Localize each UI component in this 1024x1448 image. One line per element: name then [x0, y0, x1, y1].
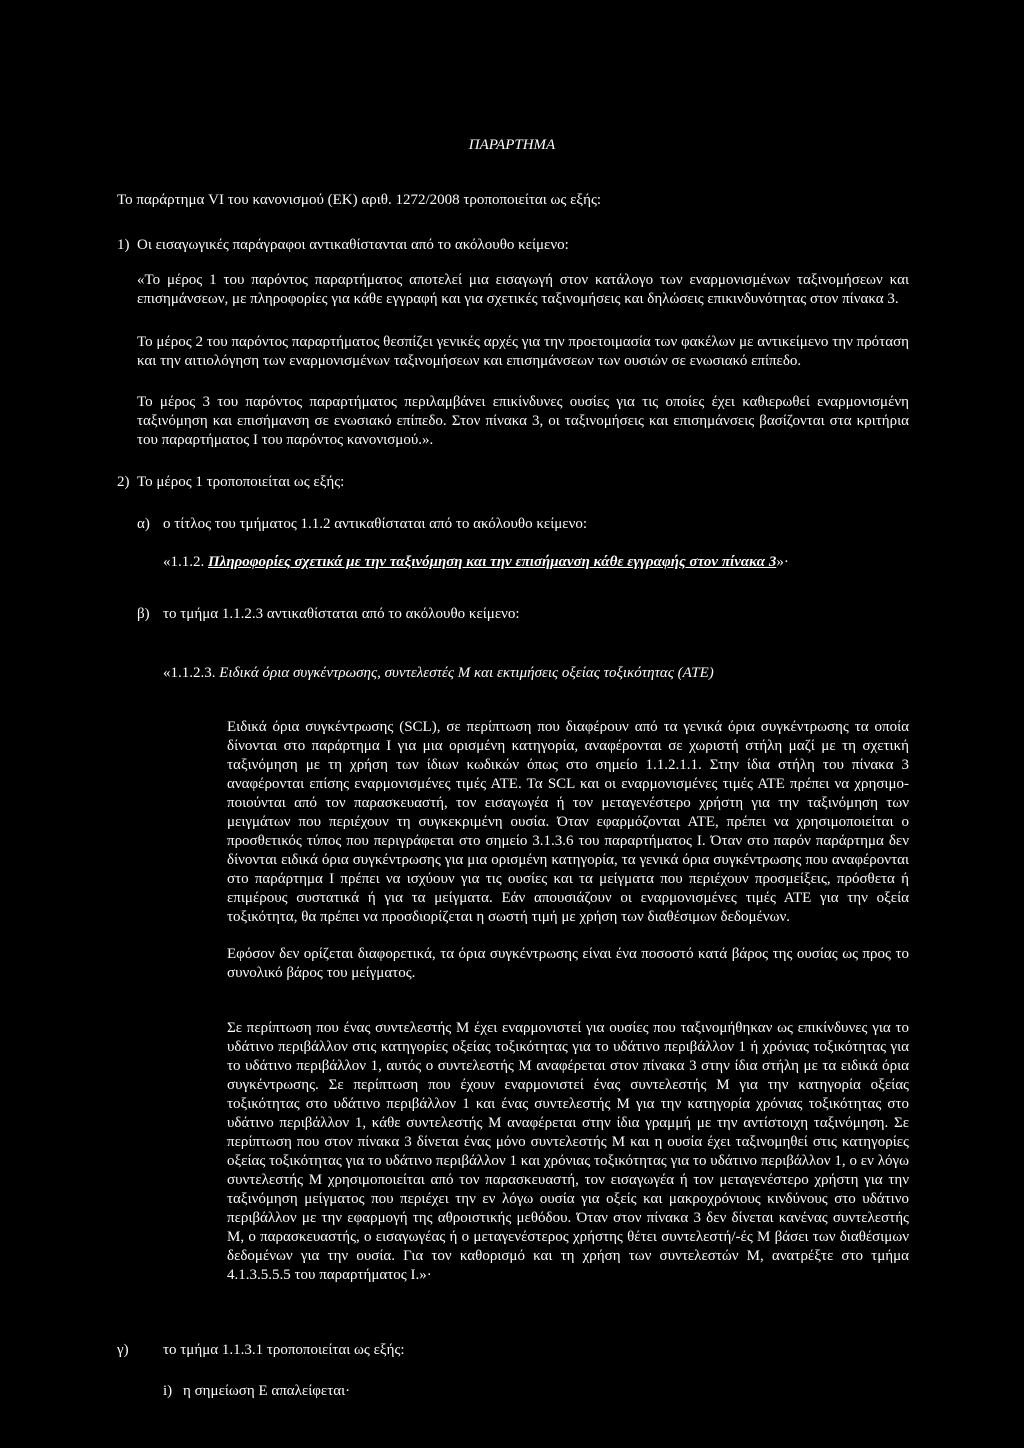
- sub-c-label: γ): [117, 1342, 129, 1358]
- sub-i-label: i): [163, 1383, 173, 1399]
- body-paragraph-2: Εφόσον δεν ορίζεται διαφορετικά, τα όρια συγκέντρωσης είναι ένα ποσοστό κατά βάρος της ουσίας ως προς το συνολικό βάρος του μείγματος.: [227, 946, 909, 981]
- body-paragraph-3: Σε περίπτωση που ένας συντελεστής Μ έχει εναρμονιστεί για ουσίες που ταξινομήθηκαν ως επικίνδυνες για το υδάτινο περιβάλλον στις κατηγορίες οξείας τοξικότητας για το υδάτινο περιβάλλον 1 ή χρόνιας τοξικότητας για το υδάτινο περιβάλλον 1, αυτός ο συντελεστής Μ αναφέρεται στον πίνακα 3 στην ίδια στήλη με τα ειδικά όρια συγκέντρωσης. Σε περίπτωση που έχουν εναρμονιστεί ένας συντελεστής Μ για την κατηγορία οξείας τοξικότητας στο υδάτινο περιβάλλον 1 και ένας συντελεστής Μ για την κατηγορία χρόνιας τοξικότητας στο υδάτινο περιβάλλον 1, κάθε συντελεστής Μ αναφέρεται στην ίδια γραμμή με την αντίστοιχη ταξινόμηση. Σε περίπτωση που στον πίνακα 3 δίνεται ένας μόνο συντελεστής Μ και η ουσία έχει ταξινομηθεί στις κατηγορίες οξείας τοξικότητας για το υδάτινο περιβάλλον 1 και χρόνιας τοξικότητας για το υδάτινο περιβάλλον 1, ο εν λόγω συντελεστής Μ χρησιμοποιείται από τον παρασκευαστή, τον εισαγωγέα ή τον μεταγενέστερο χρήστη για την ταξινόμηση μείγματος που περιέχει την εν λόγω ουσία για οξείς και μακροχρόνιους κινδύνους στο υδάτινο περιβάλλον με την εφαρμογή της αθροιστικής μεθόδου. Όταν στον πίνακα 3 δεν δίνεται κανένας συντελεστής Μ, ο παρασκευαστής, ο εισαγωγέας ή ο μεταγενέστερος χρήστης θέτει συντελεστή/-ές Μ βάσει των διαθέσιμων δεδομένων για την ουσία. Για τον καθορισμό και τη χρήση των συντελεστών Μ, ανατρέξτε στο τμήμα 4.1.3.5.5.5 του παραρτήματος I.»·: [227, 1020, 909, 1283]
- intro-text: Το παράρτημα VI του κανονισμού (ΕΚ) αριθ. 1272/2008 τροποποιείται ως εξής:: [117, 192, 602, 208]
- sub-a-quote-prefix: «1.1.2.: [163, 554, 205, 570]
- sub-a-text: ο τίτλος του τμήματος 1.1.2 αντικαθίσταται από το ακόλουθο κείμενο:: [163, 516, 588, 532]
- sub-b-quote-title: Ειδικά όρια συγκέντρωσης, συντελεστές Μ και εκτιμήσεις οξείας τοξικότητας (ΑΤΕ): [219, 665, 714, 681]
- item-1-text: Οι εισαγωγικές παράγραφοι αντικαθίστανται από το ακόλουθο κείμενο:: [137, 237, 569, 253]
- item-2-text: Το μέρος 1 τροποποιείται ως εξής:: [137, 474, 345, 490]
- sub-b-quote: [163, 664, 923, 683]
- sub-b-text: το τμήμα 1.1.2.3 αντικαθίσταται από το ακόλουθο κείμενο:: [163, 606, 520, 622]
- sub-a-quote-suffix: »·: [776, 554, 789, 570]
- sub-b-label: β): [137, 606, 150, 622]
- quote-paragraph-2: Το μέρος 2 του παρόντος παραρτήματος θεσπίζει γενικές αρχές για την προετοιμασία των φακέλων με αντικείμενο την πρόταση και την αιτιολόγηση των εναρμονισμένων ταξινομήσεων και επισημάνσεων των ουσιών σε ενωσιακό επίπεδο.: [137, 334, 909, 369]
- page-title: ΠΑΡΑΡΤΗΜΑ: [468, 137, 556, 153]
- sub-a-quote-title: Πληροφορίες σχετικά με την ταξινόμηση και την επισήμανση κάθε εγγραφής στον πίνακα 3: [208, 554, 777, 570]
- quote-paragraph-3: Το μέρος 3 του παρόντος παραρτήματος περιλαμβάνει επικίνδυνες ουσίες για τις οποίες έχει καθιερωθεί εναρμονισμένη ταξινόμηση και επισήμανση σε ενωσιακό επίπεδο. Στον πίνακα 3, οι ταξινομήσεις και επισημάνσεις βασίζονται στα κριτήρια του παραρτήματος I του παρόντος κανονισμού.».: [137, 394, 909, 448]
- sub-a-label: α): [137, 516, 150, 532]
- sub-c-text: το τμήμα 1.1.3.1 τροποποιείται ως εξής:: [163, 1342, 405, 1358]
- sub-a-quote: [163, 553, 923, 572]
- quote-paragraph-1: «Το μέρος 1 του παρόντος παραρτήματος αποτελεί μια εισαγωγή στον κατάλογο των εναρμονισμένων ταξινομήσεων και επισημάνσεων, με πληροφορίες για κάθε εγγραφή και για σχετικές ταξινομήσεις και δηλώσεις επικινδυνότητας στον πίνακα 3.: [137, 272, 909, 307]
- sub-i-text: η σημείωση Ε απαλείφεται·: [183, 1383, 351, 1399]
- body-paragraph-1: Ειδικά όρια συγκέντρωσης (SCL), σε περίπτωση που διαφέρουν από τα γενικά όρια συγκέντρωσης τα οποία δίνονται στο παράρτημα I για μια ορισμένη κατηγορία, αναφέρονται σε χωριστή στήλη μαζί με τη σχετική ταξινόμηση με τη χρήση των ίδιων κωδικών όπως στο σημείο 1.1.2.1.1. Στην ίδια στήλη του πίνακα 3 αναφέρονται επίσης εναρμονισμένες τιμές ΑΤΕ. Τα SCL και οι εναρμονισμένες τιμές ΑΤΕ πρέπει να χρησιμοποιούνται από τον παρασκευαστή, τον εισαγωγέα ή τον μεταγενέστερο χρήστη για την ταξινόμηση των μειγμάτων που περιέχουν τη συγκεκριμένη ουσία. Όταν εφαρμόζονται ΑΤΕ, πρέπει να χρησιμοποιείται ο προσθετικός τύπος που περιγράφεται στο σημείο 3.1.3.6 του παραρτήματος I. Όταν στο παρόν παράρτημα δεν δίνονται ειδικά όρια συγκέντρωσης για μια ορισμένη κατηγορία, τα γενικά όρια συγκέντρωσης που αναφέρονται στο παράρτημα I πρέπει να ισχύουν για τις ουσίες και τα μείγματα που περιέχουν προσμείξεις, πρόσθετα ή επιμέρους συστατικά ή για τα μείγματα. Εάν απουσιάζουν οι εναρμονισμένες τιμές ΑΤΕ για την οξεία τοξικότητα, θα πρέπει να προσδιορίζεται η σωστή τιμή με χρήση των διαθέσιμων δεδομένων.: [227, 719, 909, 925]
- item-1-label: 1): [117, 237, 130, 253]
- sub-b-quote-prefix: «1.1.2.3.: [163, 665, 216, 681]
- item-2-label: 2): [117, 474, 130, 490]
